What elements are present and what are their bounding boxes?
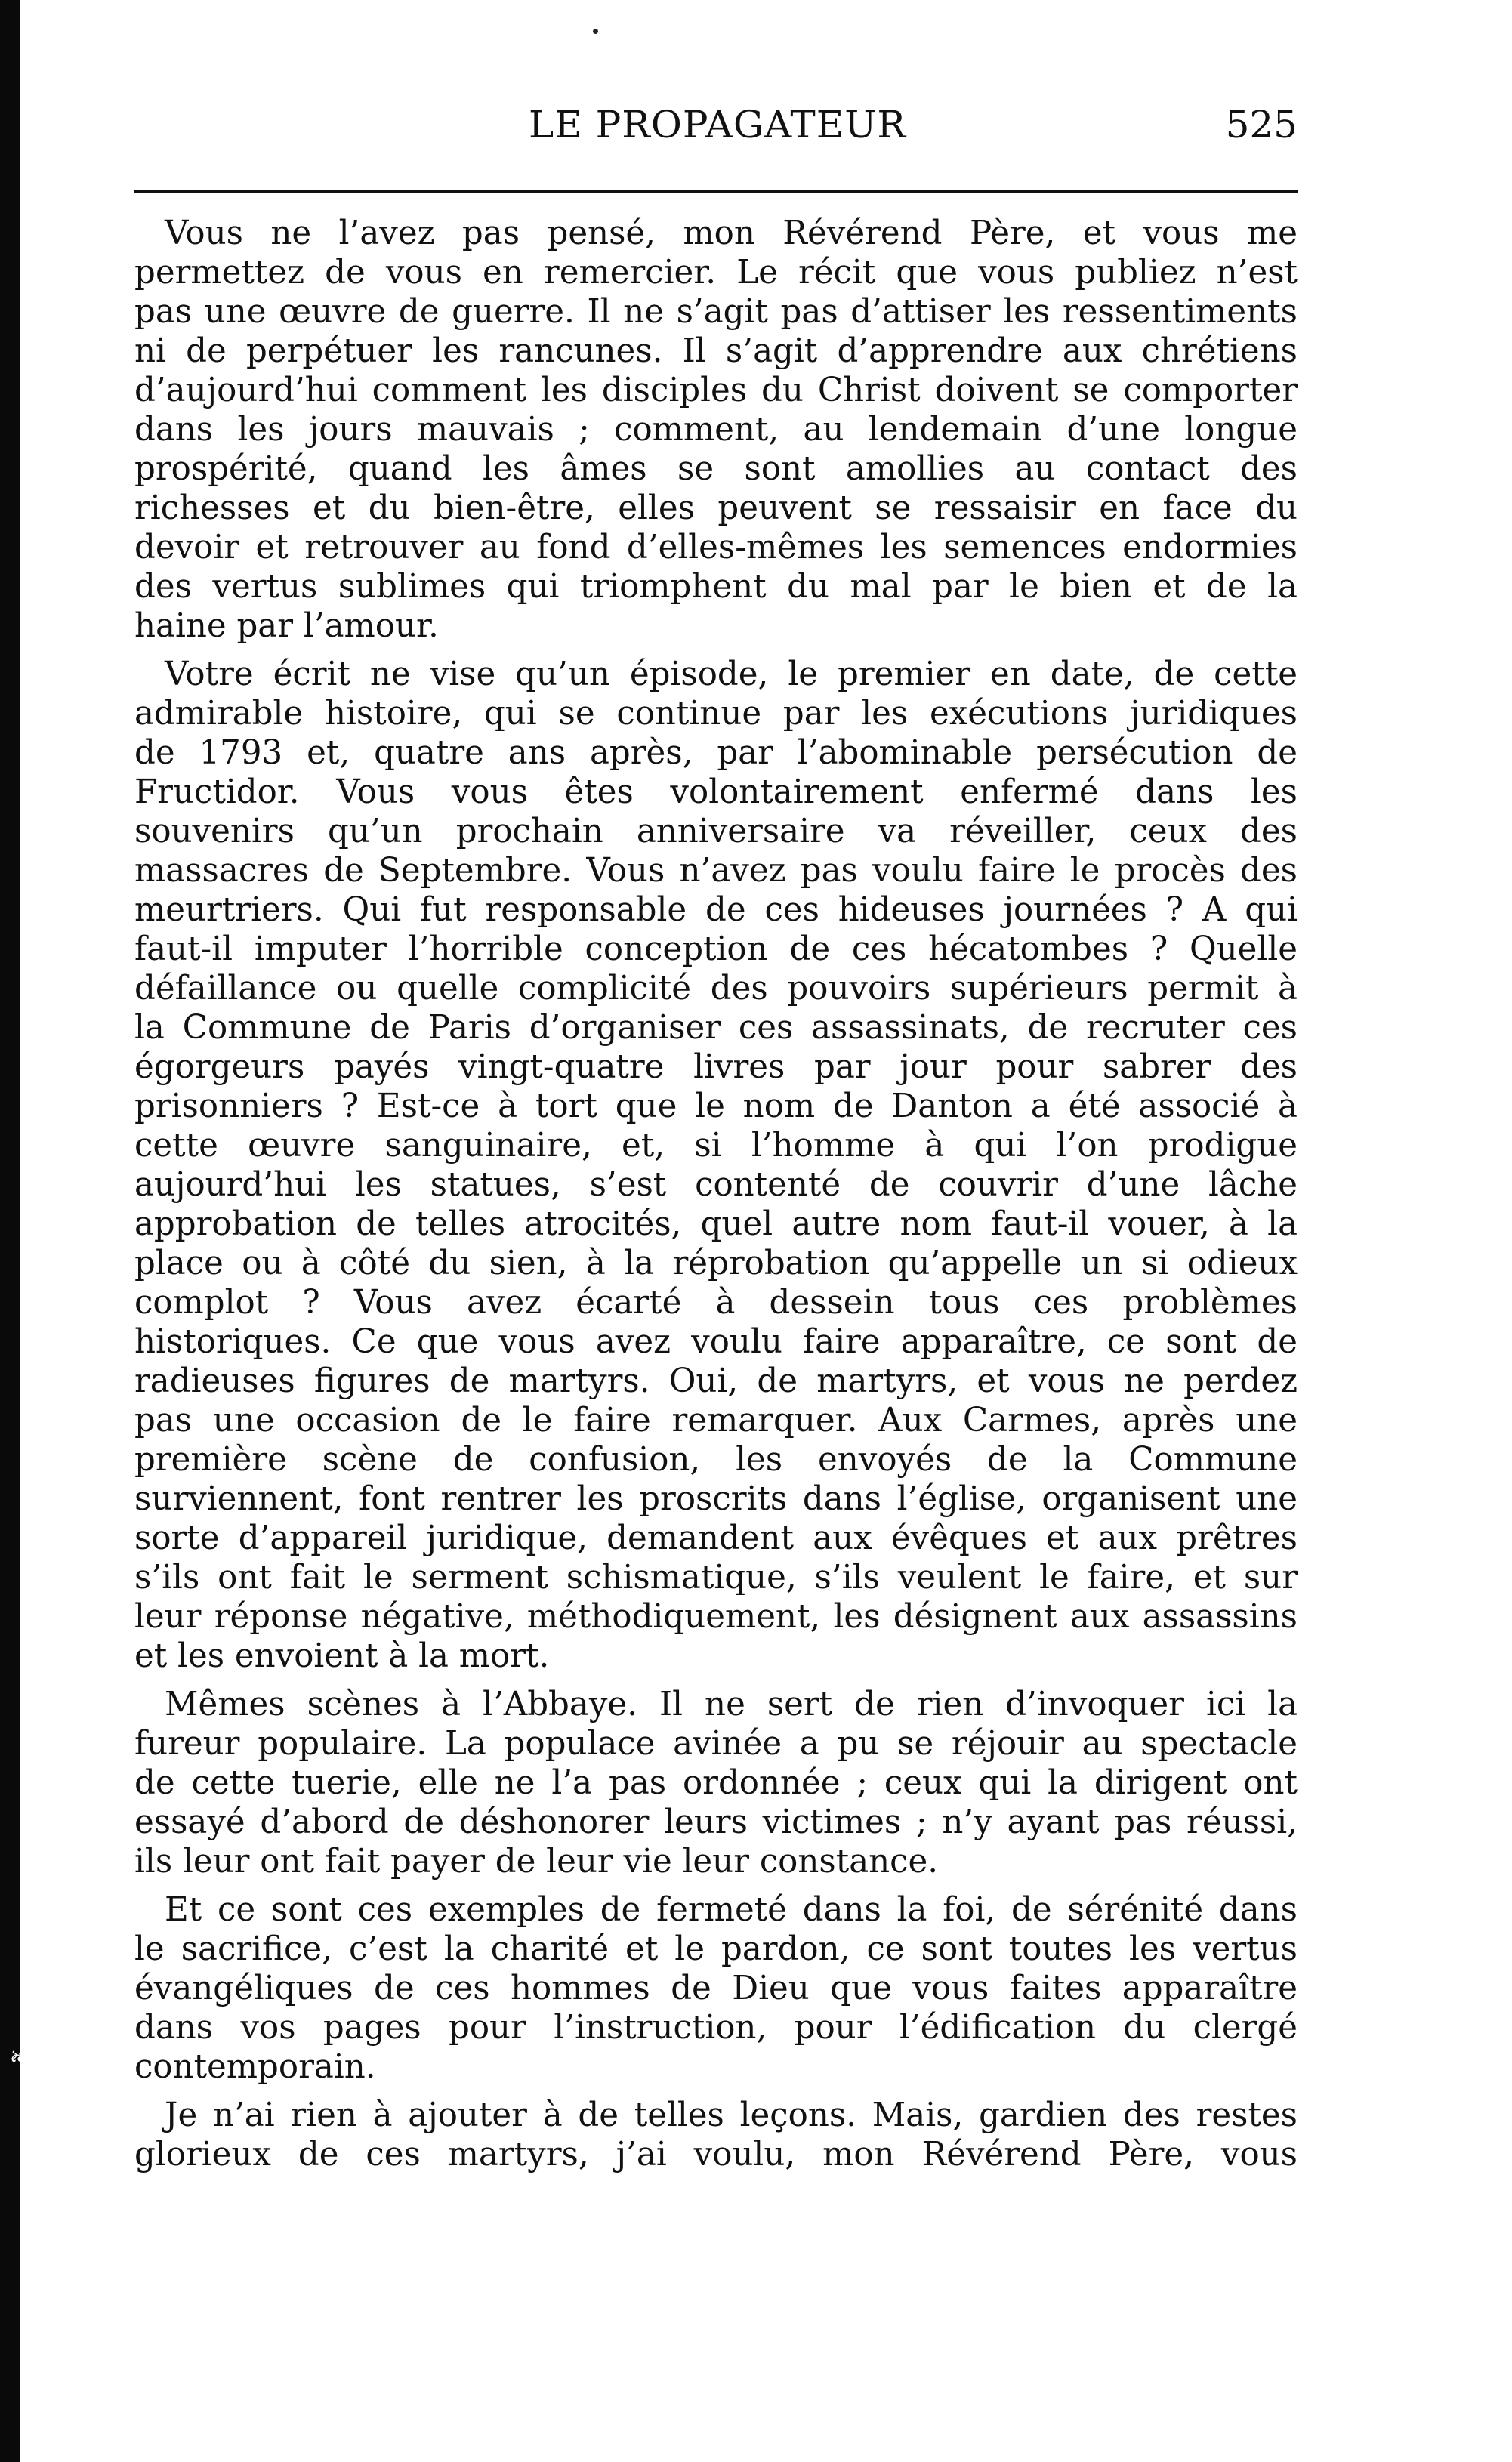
text-line: meurtriers. Qui fut responsable de ces hideuses journées ? A qui <box>134 891 1298 929</box>
text-line: sorte d’appareil juridique, demandent aux évêques et aux prêtres <box>134 1519 1298 1557</box>
text-line: Et ce sont ces exemples de fermeté dans la foi, de sérénité dans <box>165 1891 1298 1929</box>
text-line: défaillance ou quelle complicité des pouvoirs supérieurs permit à <box>134 970 1298 1007</box>
text-line: ils leur ont fait payer de leur vie leur constance. <box>134 1843 939 1880</box>
text-line: historiques. Ce que vous avez voulu faire apparaître, ce sont de <box>134 1323 1298 1361</box>
text-line: devoir et retrouver au fond d’elles-mêmes les semences endormies <box>134 529 1298 566</box>
text-line: souvenirs qu’un prochain anniversaire va réveiller, ceux des <box>134 813 1298 850</box>
paragraph <box>134 1890 1298 2087</box>
text-line: cette œuvre sanguinaire, et, si l’homme à qui l’on prodigue <box>134 1127 1298 1165</box>
text-line: prospérité, quand les âmes se sont amollies au contact des <box>134 450 1298 488</box>
text-line: faut-il imputer l’horrible conception de ces hécatombes ? Quelle <box>134 930 1298 968</box>
text-line: pas une occasion de le faire remarquer. Aux Carmes, après une <box>134 1402 1298 1439</box>
text-line: fureur populaire. La populace avinée a pu se réjouir au spectacle <box>134 1725 1298 1763</box>
text-line: permettez de vous en remercier. Le récit que vous publiez n’est <box>134 254 1298 292</box>
text-line: égorgeurs payés vingt-quatre livres par jour pour sabrer des <box>134 1048 1298 1086</box>
ink-speck <box>593 29 598 34</box>
text-line: radieuses figures de martyrs. Oui, de martyrs, et vous ne perdez <box>134 1362 1298 1400</box>
text-line: des vertus sublimes qui triomphent du mal par le bien et de la <box>134 568 1298 606</box>
text-line: complot ? Vous avez écarté à dessein tous ces problèmes <box>134 1284 1298 1322</box>
text-line: d’aujourd’hui comment les disciples du Christ doivent se comporter <box>134 372 1298 409</box>
text-line: massacres de Septembre. Vous n’avez pas voulu faire le procès des <box>134 852 1298 890</box>
text-line: contemporain. <box>134 2048 376 2086</box>
text-line: la Commune de Paris d’organiser ces assassinats, de recruter ces <box>134 1009 1298 1047</box>
paragraph-gap <box>134 1881 1298 1890</box>
text-line: prisonniers ? Est-ce à tort que le nom de Danton a été associé à <box>134 1088 1298 1125</box>
text-line: aujourd’hui les statues, s’est contenté de couvrir d’une lâche <box>134 1166 1298 1204</box>
page-header <box>134 103 1298 156</box>
text-line: approbation de telles atrocités, quel autre nom faut-il vouer, à la <box>134 1205 1298 1243</box>
text-line: de cette tuerie, elle ne l’a pas ordonnée ; ceux qui la dirigent ont <box>134 1764 1298 1802</box>
text-line: richesses et du bien-être, elles peuvent se ressaisir en face du <box>134 489 1298 527</box>
text-line: s’ils ont fait le serment schismatique, s’ils veulent le faire, et sur <box>134 1559 1298 1597</box>
text-line: haine par l’amour. <box>134 607 439 645</box>
text-line: place ou à côté du sien, à la réprobation qu’appelle un si odieux <box>134 1245 1298 1282</box>
paragraph-gap <box>134 2087 1298 2096</box>
paragraph <box>134 2096 1298 2174</box>
text-line: de 1793 et, quatre ans après, par l’abominable persécution de <box>134 734 1298 772</box>
text-line: Je n’ai rien à ajouter à de telles leçons. Mais, gardien des restes <box>165 2096 1298 2134</box>
paragraph-gap <box>134 646 1298 655</box>
text-line: le sacrifice, c’est la charité et le pardon, ce sont toutes les vertus <box>134 1930 1298 1968</box>
text-line: admirable histoire, qui se continue par les exécutions juridiques <box>134 695 1298 733</box>
paragraph <box>134 655 1298 1676</box>
running-title: LE PROPAGATEUR <box>529 103 906 147</box>
text-line: évangéliques de ces hommes de Dieu que vous faites apparaître <box>134 1970 1298 2007</box>
text-line: Votre écrit ne vise qu’un épisode, le premier en date, de cette <box>165 656 1298 693</box>
body-text <box>134 214 1298 2174</box>
text-line: Vous ne l’avez pas pensé, mon Révérend Père, et vous me <box>165 214 1298 252</box>
text-line: Fructidor. Vous vous êtes volontairement enfermé dans les <box>134 773 1298 811</box>
paragraph <box>134 214 1298 646</box>
text-line: essayé d’abord de déshonorer leurs victimes ; n’y ayant pas réussi, <box>134 1803 1298 1841</box>
text-line: dans vos pages pour l’instruction, pour l’édification du clergé <box>134 2009 1298 2047</box>
text-line: dans les jours mauvais ; comment, au lendemain d’une longue <box>134 411 1298 449</box>
text-line: Mêmes scènes à l’Abbaye. Il ne sert de rien d’invoquer ici la <box>165 1686 1298 1723</box>
text-line: surviennent, font rentrer les proscrits dans l’église, organisent une <box>134 1480 1298 1518</box>
margin-mark: ❧ <box>9 2041 33 2074</box>
text-line: ni de perpétuer les rancunes. Il s’agit d’apprendre aux chrétiens <box>134 332 1298 370</box>
text-line: et les envoient à la mort. <box>134 1637 550 1675</box>
header-rule <box>134 190 1298 193</box>
paragraph <box>134 1685 1298 1881</box>
text-line: pas une œuvre de guerre. Il ne s’agit pas d’attiser les ressentiments <box>134 293 1298 331</box>
text-line: première scène de confusion, les envoyés de la Commune <box>134 1441 1298 1479</box>
paragraph-gap <box>134 1676 1298 1685</box>
page-number: 525 <box>1225 103 1298 147</box>
text-line: leur réponse négative, méthodiquement, les désignent aux assassins <box>134 1598 1298 1636</box>
text-line: glorieux de ces martyrs, j’ai voulu, mon Révérend Père, vous <box>134 2136 1298 2174</box>
scan-binding-edge <box>0 0 20 2462</box>
